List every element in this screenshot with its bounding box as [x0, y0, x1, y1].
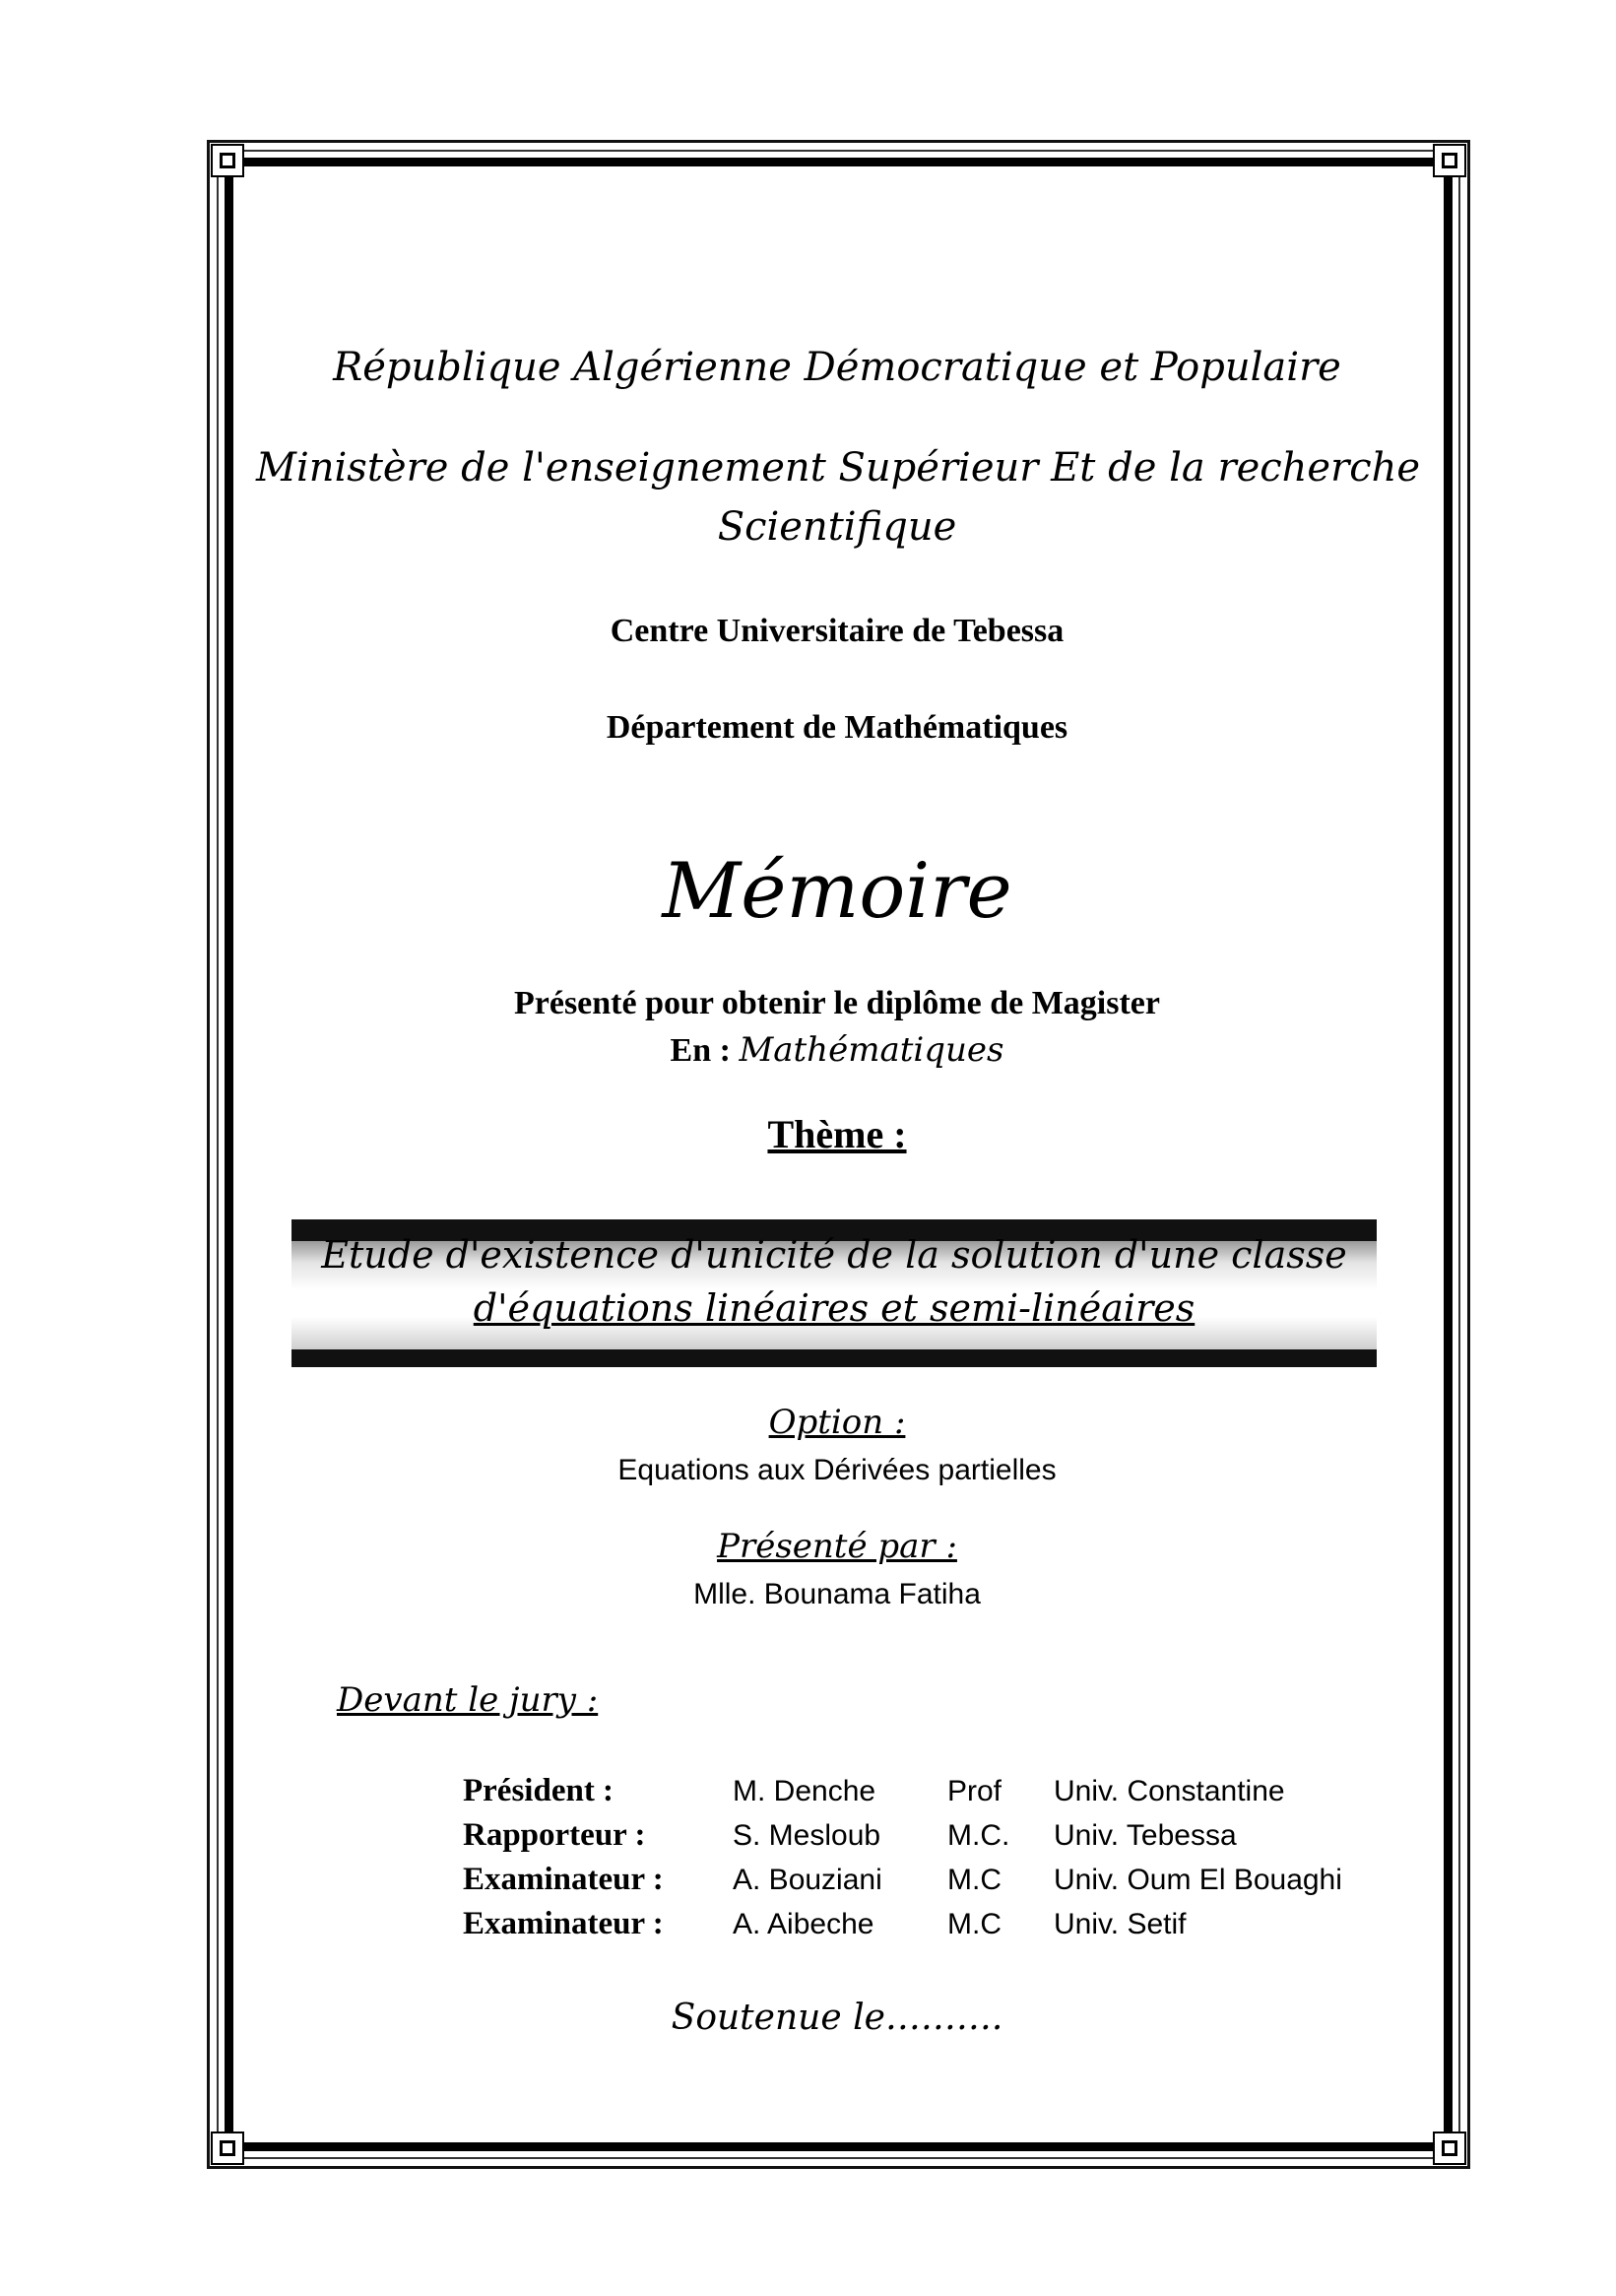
jury-name: A. Bouziani	[733, 1863, 882, 1896]
field-prefix: En :	[670, 1032, 731, 1069]
presented-by-label-text: Présenté par :	[717, 1527, 957, 1566]
theme-title-line2: d'équations linéaires et semi-linéaires	[473, 1286, 1196, 1330]
jury-grade: M.C	[947, 1863, 1002, 1896]
jury-university: Univ. Setif	[1054, 1907, 1187, 1940]
jury-row	[463, 1813, 1342, 1858]
jury-role: Examinateur :	[463, 1862, 664, 1897]
republique-heading: République Algérienne Démocratique et Populaire	[333, 345, 1341, 390]
theme-title-line1: Etude d'existence d'unicité de la solution d'une classe	[321, 1233, 1347, 1277]
frame-corner-bottom-left	[211, 2132, 244, 2165]
theme-label-text: Thème :	[767, 1112, 907, 1156]
jury-label-text: Devant le jury :	[337, 1680, 599, 1720]
degree-purpose: Présenté pour obtenir le diplôme de Magister	[514, 985, 1160, 1021]
ministere-heading-line1: Ministère de l'enseignement Supérieur Et de la recherche	[256, 445, 1421, 491]
jury-university: Univ. Tebessa	[1054, 1818, 1237, 1852]
centre-universitaire: Centre Universitaire de Tebessa	[610, 613, 1065, 649]
jury-table	[463, 1769, 1342, 1946]
jury-row	[463, 1769, 1342, 1813]
jury-university: Univ. Oum El Bouaghi	[1054, 1863, 1342, 1896]
theme-label	[256, 1111, 1418, 1157]
jury-university: Univ. Constantine	[1054, 1774, 1285, 1807]
jury-name: S. Mesloub	[733, 1818, 881, 1852]
frame-corner-bottom-right	[1433, 2132, 1466, 2165]
frame-corner-top-right	[1433, 144, 1466, 177]
jury-row	[463, 1858, 1342, 1902]
presented-by-value: Mlle. Bounama Fatiha	[693, 1578, 981, 1610]
jury-grade: M.C	[947, 1907, 1002, 1940]
banner-bar-bottom	[291, 1349, 1377, 1367]
option-value: Equations aux Dérivées partielles	[617, 1454, 1057, 1486]
jury-role: Rapporteur :	[463, 1817, 646, 1853]
jury-grade: Prof	[947, 1774, 1002, 1807]
document-type-title: Mémoire	[662, 847, 1012, 936]
ministere-heading-line2: Scientifique	[717, 504, 957, 550]
frame-corner-top-left	[211, 144, 244, 177]
option-label-text: Option :	[768, 1403, 906, 1442]
degree-field-line	[256, 1030, 1418, 1070]
jury-grade: M.C.	[947, 1818, 1010, 1852]
jury-name: M. Denche	[733, 1774, 876, 1807]
departement: Département de Mathématiques	[606, 709, 1068, 746]
jury-role: Examinateur :	[463, 1906, 664, 1941]
jury-name: A. Aibeche	[733, 1907, 874, 1940]
jury-role: Président :	[463, 1773, 614, 1808]
defense-date: Soutenue le……….	[671, 1998, 1003, 2038]
jury-label	[337, 1680, 598, 1720]
jury-row	[463, 1902, 1342, 1946]
theme-title-banner	[291, 1219, 1377, 1367]
option-label	[256, 1403, 1418, 1442]
field-value: Mathématiques	[739, 1030, 1004, 1070]
presented-by-label	[256, 1527, 1418, 1566]
